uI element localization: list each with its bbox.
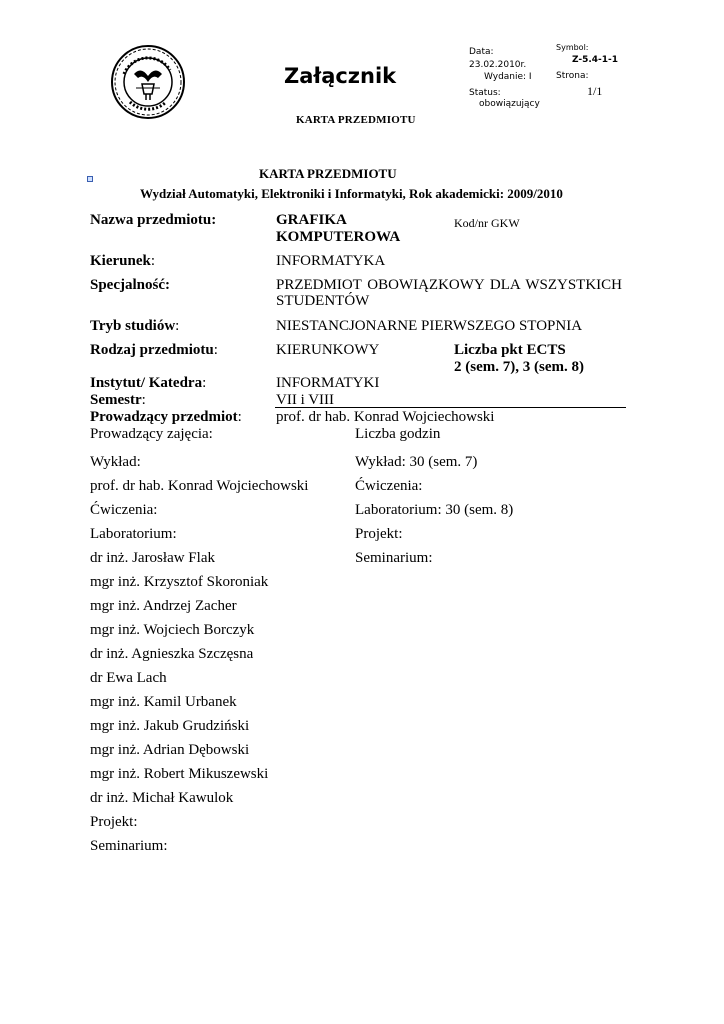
rodzaj-value: KIERUNKOWY: [276, 342, 380, 358]
kierunek-label: Kierunek: [90, 253, 151, 269]
hours-item: Projekt:: [355, 526, 403, 542]
list-item: mgr inż. Wojciech Borczyk: [90, 622, 255, 638]
list-item: mgr inż. Robert Mikuszewski: [90, 766, 269, 782]
specjalnosc-value-2: STUDENTÓW: [276, 293, 370, 309]
list-item: dr inż. Michał Kawulok: [90, 790, 234, 806]
specjalnosc-value-1: PRZEDMIOT OBOWIĄZKOWY DLA WSZYSTKICH: [276, 277, 622, 293]
list-item: mgr inż. Kamil Urbanek: [90, 694, 237, 710]
list-item: Projekt:: [90, 814, 138, 830]
rodzaj-colon: :: [213, 342, 218, 358]
instytut-value: INFORMATYKI: [276, 375, 380, 391]
hours-item: Seminarium:: [355, 550, 433, 566]
instytut-row: [90, 375, 206, 392]
strona-value: 1/1: [587, 84, 603, 98]
department-line: Wydział Automatyki, Elektroniki i Informatyki, Rok akademicki: 2009/2010: [140, 186, 563, 201]
list-item: mgr inż. Krzysztof Skoroniak: [90, 574, 269, 590]
list-item: dr inż. Jarosław Flak: [90, 550, 215, 566]
status-label: Status:: [469, 88, 501, 98]
prowadzacy-value: prof. dr hab. Konrad Wojciechowski: [276, 409, 495, 425]
zajecia-label: Prowadzący zajęcia:: [90, 426, 213, 442]
kierunek-row: [90, 253, 155, 270]
document-subtitle: KARTA PRZEDMIOTU: [296, 114, 416, 126]
course-name-label: Nazwa przedmiotu:: [90, 212, 217, 228]
ects-value: 2 (sem. 7), 3 (sem. 8): [454, 359, 584, 375]
hours-item: Wykład: 30 (sem. 7): [355, 454, 478, 470]
hours-item: Ćwiczenia:: [355, 478, 423, 494]
course-name-value-2: KOMPUTEROWA: [276, 229, 401, 245]
list-item: dr inż. Agnieszka Szczęsna: [90, 646, 254, 662]
hours-item: Laboratorium: 30 (sem. 8): [355, 502, 514, 518]
tryb-label: Tryb studiów: [90, 318, 176, 334]
divider-rule: [275, 407, 626, 408]
semestr-colon: :: [141, 392, 146, 408]
semestr-row: [90, 392, 146, 409]
list-item: Ćwiczenia:: [90, 502, 158, 518]
rodzaj-row: [90, 342, 218, 359]
document-title: Załącznik: [284, 64, 397, 88]
list-item: Seminarium:: [90, 838, 168, 854]
list-item: mgr inż. Adrian Dębowski: [90, 742, 250, 758]
ects-label: Liczba pkt ECTS: [454, 342, 566, 358]
semestr-value: VII i VIII: [276, 392, 335, 408]
list-item: dr Ewa Lach: [90, 670, 167, 686]
tryb-value: NIESTANCJONARNE PIERWSZEGO STOPNIA: [276, 318, 583, 334]
bullet-icon: [87, 176, 93, 182]
list-item: Laboratorium:: [90, 526, 177, 542]
prowadzacy-colon: :: [237, 409, 242, 425]
course-name-value-1: GRAFIKA: [276, 212, 347, 228]
data-label: Data:: [469, 47, 494, 57]
data-value: 23.02.2010r.: [469, 60, 527, 70]
tryb-colon: :: [175, 318, 180, 334]
list-item: Wykład:: [90, 454, 141, 470]
list-item: mgr inż. Andrzej Zacher: [90, 598, 237, 614]
status-value: obowiązujący: [479, 99, 540, 109]
kierunek-value: INFORMATYKA: [276, 253, 386, 269]
rodzaj-label: Rodzaj przedmiotu: [90, 342, 214, 358]
godziny-label: Liczba godzin: [355, 426, 441, 442]
semestr-label: Semestr: [90, 392, 142, 408]
list-item: prof. dr hab. Konrad Wojciechowski: [90, 478, 309, 494]
instytut-label: Instytut/ Katedra: [90, 375, 203, 391]
specjalnosc-label: Specjalność:: [90, 277, 170, 293]
tryb-row: [90, 318, 179, 335]
strona-label: Strona:: [556, 71, 589, 81]
card-title: KARTA PRZEDMIOTU: [259, 166, 397, 181]
university-logo: [110, 44, 186, 120]
symbol-value: Z-5.4-1-1: [572, 55, 619, 65]
course-code: Kod/nr GKW: [454, 216, 520, 230]
list-item: mgr inż. Jakub Grudziński: [90, 718, 250, 734]
symbol-label: Symbol:: [556, 43, 589, 52]
prowadzacy-label: Prowadzący przedmiot: [90, 409, 238, 425]
prowadzacy-row: [90, 409, 242, 426]
instytut-colon: :: [202, 375, 207, 391]
kierunek-colon: :: [150, 253, 156, 269]
wydanie-label: Wydanie: I: [484, 72, 532, 82]
